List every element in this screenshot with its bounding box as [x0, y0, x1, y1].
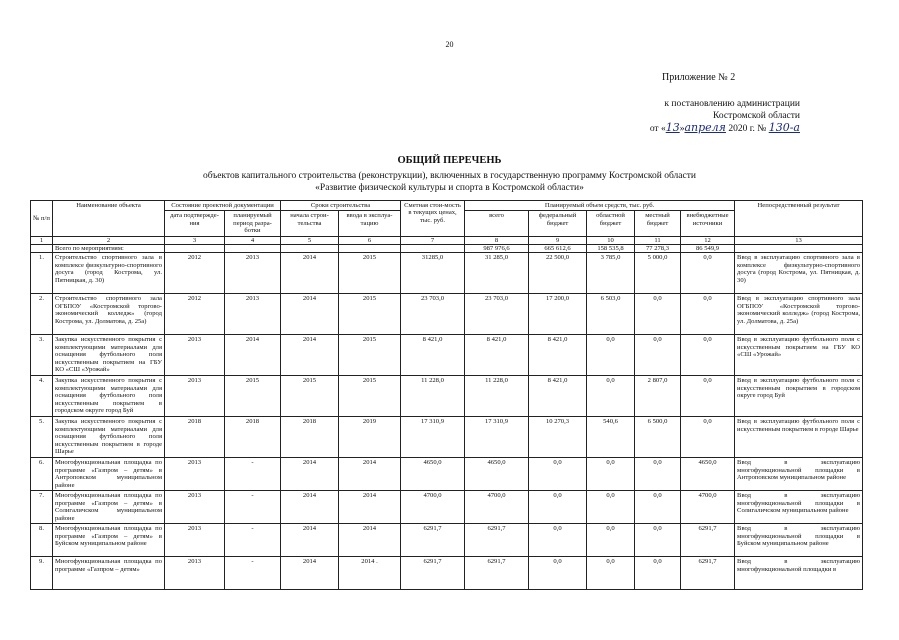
funds-local: 5 000,0: [635, 253, 681, 294]
funds-total: 6291,7: [465, 524, 529, 557]
design-plan: 2015: [225, 376, 281, 417]
construction-entry: 2014 .: [339, 557, 401, 590]
header-planned-funds: Планируемый объем средств, тыс. руб.: [465, 201, 735, 211]
page-number: 20: [445, 40, 454, 49]
column-number: 13: [735, 236, 863, 244]
funds-regional: 0,0: [587, 335, 635, 376]
design-date: 2013: [165, 491, 225, 524]
funds-federal: 10 270,3: [529, 417, 587, 458]
header-total: всего: [465, 211, 529, 236]
construction-start: 2014: [281, 557, 339, 590]
funds-extra: 6291,7: [681, 557, 735, 590]
funds-federal: 17 200,0: [529, 294, 587, 335]
design-date: 2013: [165, 335, 225, 376]
column-number: 7: [401, 236, 465, 244]
funds-federal: 8 421,0: [529, 376, 587, 417]
total-label: Всего по мероприятиям:: [53, 245, 165, 253]
header-regional: областной бюджет: [587, 211, 635, 236]
funds-federal: 8 421,0: [529, 335, 587, 376]
funds-extra: 0,0: [681, 335, 735, 376]
document-subtitle: [0, 170, 899, 194]
table-row: [31, 294, 863, 335]
column-number: 5: [281, 236, 339, 244]
appendix-title: Приложение № 2: [662, 72, 736, 83]
object-name: Многофункциональная площадка по программе «Газпром – детям» в Антроповском муниципальном районе: [53, 458, 165, 491]
construction-start: 2014: [281, 253, 339, 294]
header-estimated-cost: Сметная стои-мость в текущих ценах, тыс. руб.: [401, 201, 465, 237]
design-plan: -: [225, 491, 281, 524]
funds-local: 0,0: [635, 524, 681, 557]
direct-result: Ввод в эксплуатацию футбольного поля с искусственным покрытием на ГБУ КО «СШ «Урожай»: [735, 335, 863, 376]
row-number: 6.: [31, 458, 53, 491]
direct-result: Ввод в эксплуатацию многофункциональной площадки в Антроповском муниципальном районе: [735, 458, 863, 491]
construction-entry: 2014: [339, 458, 401, 491]
object-name: Многофункциональная площадка по программе «Газпром – детям»: [53, 557, 165, 590]
funds-extra: 4650,0: [681, 458, 735, 491]
funds-local: 6 500,0: [635, 417, 681, 458]
object-name: Закупка искусственного покрытия с комплектующими материалами для оснащения футбольного поля искусственным покрытием в городе Шарье: [53, 417, 165, 458]
direct-result: Ввод в эксплуатацию многофункциональной площадки в Солигаличском муниципальном районе: [735, 491, 863, 524]
construction-start: 2018: [281, 417, 339, 458]
direct-result: Ввод в эксплуатацию многофункциональной площадки в Буйском муниципальном районе: [735, 524, 863, 557]
design-plan: -: [225, 557, 281, 590]
estimated-cost: 6291,7: [401, 524, 465, 557]
funds-extra: 0,0: [681, 376, 735, 417]
total-row: [31, 245, 863, 253]
construction-start: 2014: [281, 524, 339, 557]
funds-extra: 6291,7: [681, 524, 735, 557]
estimated-cost: 11 228,0: [401, 376, 465, 417]
design-plan: 2013: [225, 294, 281, 335]
funds-federal: 0,0: [529, 491, 587, 524]
header-design-status: Состояние проектной документации: [165, 201, 281, 211]
total-sum: 987 976,6: [465, 245, 529, 253]
funds-local: 2 807,0: [635, 376, 681, 417]
table-row: [31, 253, 863, 294]
decree-line-1: к постановлению администрации: [664, 99, 800, 109]
funds-total: 11 228,0: [465, 376, 529, 417]
funds-total: 23 703,0: [465, 294, 529, 335]
funds-federal: 0,0: [529, 557, 587, 590]
row-number: 5.: [31, 417, 53, 458]
funds-local: 0,0: [635, 458, 681, 491]
direct-result: Ввод в эксплуатацию многофункциональной площадки в: [735, 557, 863, 590]
construction-start: 2014: [281, 458, 339, 491]
funds-total: 31 285,0: [465, 253, 529, 294]
table-row: [31, 417, 863, 458]
funds-regional: 0,0: [587, 524, 635, 557]
funds-regional: 3 785,0: [587, 253, 635, 294]
total-local: 77 278,3: [635, 245, 681, 253]
design-plan: -: [225, 524, 281, 557]
estimated-cost: 8 421,0: [401, 335, 465, 376]
funds-federal: 0,0: [529, 458, 587, 491]
date-sep: »: [679, 124, 685, 134]
funds-total: 17 310,9: [465, 417, 529, 458]
column-number: 2: [53, 236, 165, 244]
construction-entry: 2015: [339, 335, 401, 376]
table-row: [31, 557, 863, 590]
object-name: Строительство спортивного зала ОГБПОУ «Костромской торгово-экономический колледж» (город Кострома, ул. Долматова, д. 25а): [53, 294, 165, 335]
funds-federal: 0,0: [529, 524, 587, 557]
object-name: Многофункциональная площадка по программе «Газпром – детям» в Буйском муниципальном районе: [53, 524, 165, 557]
header-num: № п/п: [31, 201, 53, 237]
funds-regional: 540,6: [587, 417, 635, 458]
construction-start: 2014: [281, 335, 339, 376]
object-name: Закупка искусственного покрытия с комплектующими материалами для оснащения футбольного поля искусственным покрытием в городском округе город Буй: [53, 376, 165, 417]
total-federal: 665 612,6: [529, 245, 587, 253]
header-design-plan: планируемый период разра-ботки: [225, 211, 281, 236]
object-name: Закупка искусственного покрытия с комплектующими материалами для оснащения футбольного поля искусственным покрытием на ГБУ КО «СШ «Урожай»: [53, 335, 165, 376]
date-month-handwritten: апреля: [684, 121, 726, 134]
construction-entry: 2015: [339, 376, 401, 417]
table-row: [31, 335, 863, 376]
design-date: 2013: [165, 524, 225, 557]
design-date: 2012: [165, 294, 225, 335]
table-row: [31, 491, 863, 524]
funds-regional: 6 503,0: [587, 294, 635, 335]
construction-entry: 2015: [339, 294, 401, 335]
column-number: 4: [225, 236, 281, 244]
direct-result: Ввод в эксплуатацию футбольного поля с искусственным покрытием в городе Шарье: [735, 417, 863, 458]
column-number: 3: [165, 236, 225, 244]
funds-federal: 22 500,0: [529, 253, 587, 294]
design-plan: 2018: [225, 417, 281, 458]
estimated-cost: 31285,0: [401, 253, 465, 294]
objects-table: [30, 200, 863, 590]
funds-total: 8 421,0: [465, 335, 529, 376]
column-number: 6: [339, 236, 401, 244]
header-row-1: [31, 201, 863, 211]
row-number: 4.: [31, 376, 53, 417]
total-regional: 158 535,8: [587, 245, 635, 253]
object-name: Многофункциональная площадка по программе «Газпром – детям» в Солигаличском муниципальном районе: [53, 491, 165, 524]
design-plan: 2013: [225, 253, 281, 294]
header-federal: федеральный бюджет: [529, 211, 587, 236]
column-number: 11: [635, 236, 681, 244]
column-number: 1: [31, 236, 53, 244]
funds-extra: 0,0: [681, 417, 735, 458]
header-local: местный бюджет: [635, 211, 681, 236]
construction-start: 2015: [281, 376, 339, 417]
decree-number-handwritten: 130-а: [768, 121, 800, 134]
funds-local: 0,0: [635, 335, 681, 376]
construction-entry: 2014: [339, 491, 401, 524]
design-date: 2013: [165, 557, 225, 590]
direct-result: Ввод в эксплуатацию спортивного зала в комплексе физкультурно-спортивного досуга (город Кострома, ул. Пятницкая, д. 30): [735, 253, 863, 294]
funds-extra: 0,0: [681, 253, 735, 294]
funds-total: 4700,0: [465, 491, 529, 524]
estimated-cost: 4650,0: [401, 458, 465, 491]
funds-extra: 4700,0: [681, 491, 735, 524]
estimated-cost: 17 310,9: [401, 417, 465, 458]
row-number: 2.: [31, 294, 53, 335]
funds-local: 0,0: [635, 491, 681, 524]
construction-entry: 2014: [339, 524, 401, 557]
header-result: Непосредственный результат: [735, 201, 863, 237]
row-number: 8.: [31, 524, 53, 557]
design-date: 2018: [165, 417, 225, 458]
funds-local: 0,0: [635, 557, 681, 590]
estimated-cost: 23 703,0: [401, 294, 465, 335]
row-number: 3.: [31, 335, 53, 376]
funds-total: 6291,7: [465, 557, 529, 590]
column-number: 10: [587, 236, 635, 244]
direct-result: Ввод в эксплуатацию спортивного зала ОГБПОУ «Костромской торгово-экономический колледж» (город Кострома, ул. Долматова, д. 25а): [735, 294, 863, 335]
construction-start: 2014: [281, 294, 339, 335]
design-date: 2012: [165, 253, 225, 294]
date-year: 2020 г. №: [725, 124, 769, 134]
column-number: 9: [529, 236, 587, 244]
funds-regional: 0,0: [587, 491, 635, 524]
funds-regional: 0,0: [587, 557, 635, 590]
date-day-handwritten: 13: [665, 121, 680, 134]
funds-regional: 0,0: [587, 376, 635, 417]
construction-entry: 2015: [339, 253, 401, 294]
header-design-date: дата подтвержде-ния: [165, 211, 225, 236]
design-plan: -: [225, 458, 281, 491]
column-number: 8: [465, 236, 529, 244]
funds-extra: 0,0: [681, 294, 735, 335]
column-numbers-row: [31, 236, 863, 244]
table-row: [31, 376, 863, 417]
object-rows: [31, 253, 863, 590]
estimated-cost: 4700,0: [401, 491, 465, 524]
header-extra: внебюджетные источники: [681, 211, 735, 236]
row-number: 1.: [31, 253, 53, 294]
table-row: [31, 458, 863, 491]
decree-reference: [600, 98, 800, 135]
row-number: 7.: [31, 491, 53, 524]
design-date: 2013: [165, 376, 225, 417]
column-number: 12: [681, 236, 735, 244]
design-plan: 2014: [225, 335, 281, 376]
estimated-cost: 6291,7: [401, 557, 465, 590]
subtitle-line-2: «Развитие физической культуры и спорта в Костромской области»: [315, 183, 584, 193]
funds-regional: 0,0: [587, 458, 635, 491]
header-construction-start: начала строи-тельства: [281, 211, 339, 236]
design-date: 2013: [165, 458, 225, 491]
document-title: ОБЩИЙ ПЕРЕЧЕНЬ: [397, 155, 502, 166]
header-name: Наименование объекта: [53, 201, 165, 237]
header-construction-entry: ввода в эксплуа-тацию: [339, 211, 401, 236]
construction-start: 2014: [281, 491, 339, 524]
object-name: Строительство спортивного зала в комплексе физкультурно-спортивного досуга (город Кострома, ул. Пятницкая, д. 30): [53, 253, 165, 294]
funds-local: 0,0: [635, 294, 681, 335]
date-prefix: от «: [649, 124, 666, 134]
funds-total: 4650,0: [465, 458, 529, 491]
subtitle-line-1: объектов капитального строительства (реконструкции), включенных в государственную программу Костромской области: [203, 171, 696, 181]
table-row: [31, 524, 863, 557]
decree-date-line: [600, 122, 800, 135]
decree-line-2: Костромской области: [713, 111, 800, 121]
header-construction-terms: Сроки строительства: [281, 201, 401, 211]
direct-result: Ввод в эксплуатацию футбольного поля с искусственным покрытием в городском округе город Буй: [735, 376, 863, 417]
construction-entry: 2019: [339, 417, 401, 458]
total-extra: 86 549,9: [681, 245, 735, 253]
row-number: 9.: [31, 557, 53, 590]
